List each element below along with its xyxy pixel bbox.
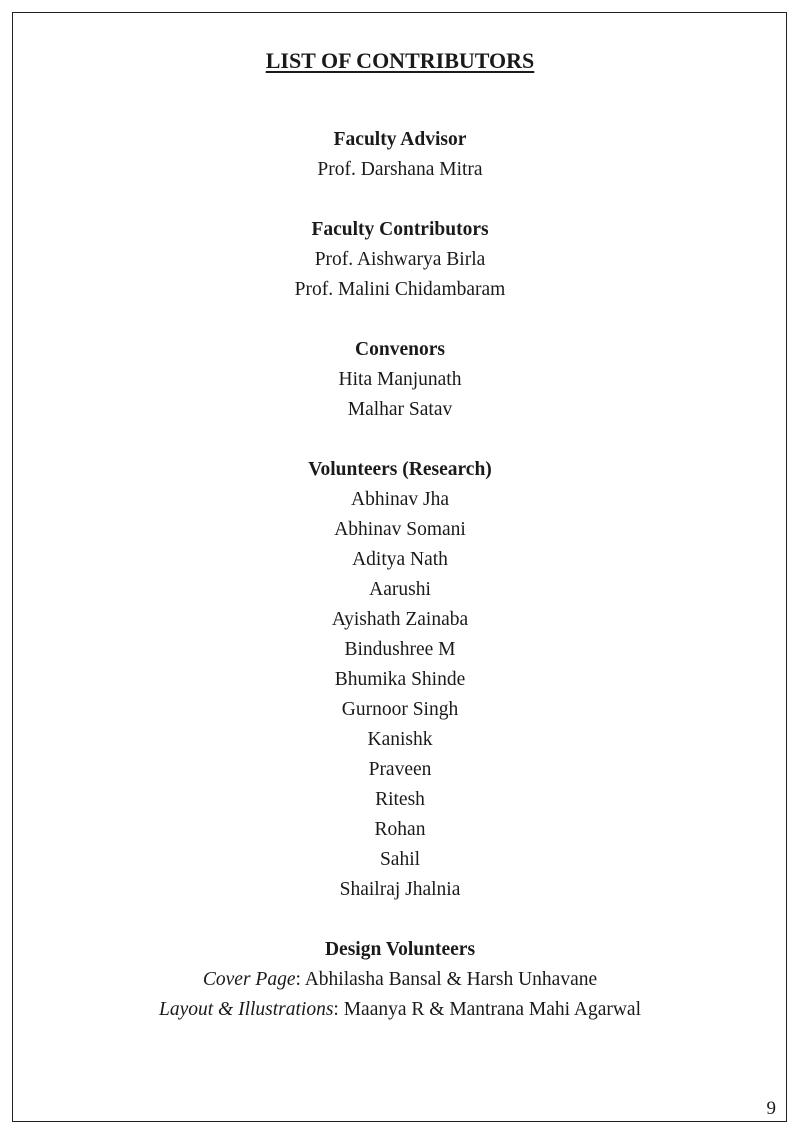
list-item: Kanishk [367, 729, 433, 750]
section-heading: Design Volunteers [324, 939, 476, 960]
section-heading: Faculty Contributors [311, 219, 489, 240]
list-item: Ayishath Zainaba [331, 609, 469, 630]
section-design-volunteers [0, 935, 800, 1025]
list-item: Sahil [379, 849, 421, 870]
list-item: Abhinav Jha [350, 489, 450, 510]
list-item: Shailraj Jhalnia [339, 879, 461, 900]
list-item: Bindushree M [344, 639, 456, 660]
list-item: Bhumika Shinde [334, 669, 466, 690]
page-number: 9 [766, 1098, 776, 1119]
list-item [0, 995, 800, 1025]
list-item: Praveen [368, 759, 432, 780]
section-faculty-advisor [0, 125, 800, 185]
page-title: LIST OF CONTRIBUTORS [265, 48, 535, 73]
list-item: Aarushi [369, 579, 431, 600]
section-convenors [0, 335, 800, 425]
role-label: Layout & Illustrations [158, 999, 334, 1020]
section-heading: Faculty Advisor [333, 129, 467, 150]
list-item: Aditya Nath [352, 549, 448, 570]
list-item: Ritesh [375, 789, 425, 810]
role-names: : Maanya R & Mantrana Mahi Agarwal [333, 999, 642, 1020]
role-names: : Abhilasha Bansal & Harsh Unhavane [295, 969, 598, 990]
list-item: Abhinav Somani [334, 519, 466, 540]
section-faculty-contributors [0, 215, 800, 305]
list-item: Prof. Darshana Mitra [317, 159, 483, 180]
role-label: Cover Page [202, 969, 296, 990]
list-item: Rohan [374, 819, 426, 840]
list-item: Hita Manjunath [338, 369, 462, 390]
list-item: Gurnoor Singh [341, 699, 459, 720]
list-item: Prof. Aishwarya Birla [314, 249, 486, 270]
list-item [0, 965, 800, 995]
contributors-list [0, 125, 800, 1055]
section-volunteers-research [0, 455, 800, 905]
list-item: Malhar Satav [347, 399, 453, 420]
section-heading: Volunteers (Research) [308, 459, 492, 480]
section-heading: Convenors [355, 339, 445, 360]
list-item: Prof. Malini Chidambaram [294, 279, 506, 300]
